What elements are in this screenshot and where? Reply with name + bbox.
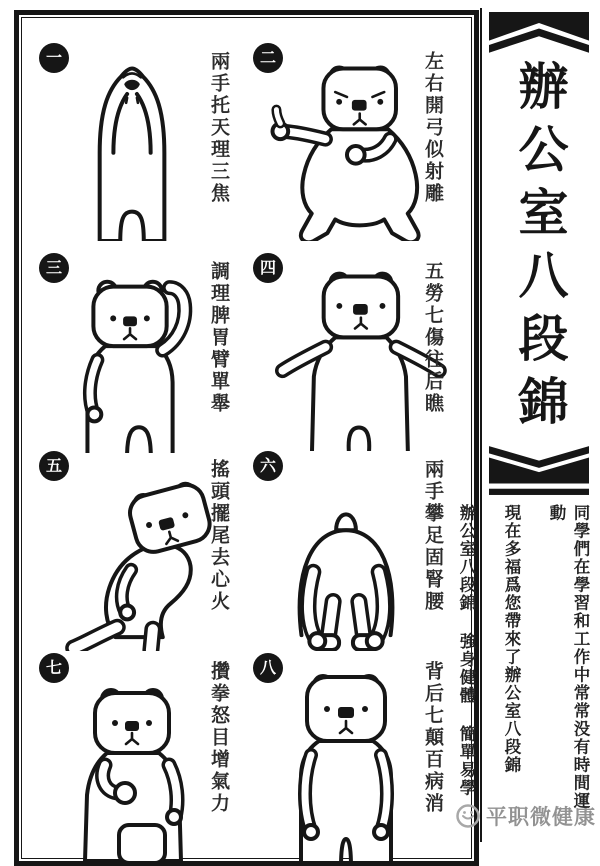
number-badge-2: 二 — [253, 43, 283, 73]
pose-label-4: 五勞七傷往后瞧 — [422, 261, 444, 415]
intro-column-2: 現在多福爲您帶來了辦公室八段錦 — [502, 504, 521, 774]
ribbon-banner-top-icon — [489, 12, 589, 56]
intro-text-block — [433, 504, 592, 826]
bear-pose-8-illustration — [261, 655, 433, 861]
pose-label-3: 調理脾胃臂單舉 — [208, 261, 230, 415]
number-badge-6: 六 — [253, 451, 283, 481]
number-badge-4: 四 — [253, 253, 283, 283]
ribbon-banner-bottom-icon — [489, 444, 589, 496]
bear-pose-1-illustration — [47, 45, 219, 241]
exercise-panel-2 — [241, 37, 455, 239]
exercise-panel-7 — [27, 647, 241, 861]
title-sidebar — [457, 8, 598, 842]
exercise-panel-6 — [241, 445, 455, 647]
bear-pose-6-illustration — [261, 453, 433, 651]
bear-pose-3-illustration — [47, 255, 219, 453]
exercise-panel-8 — [241, 647, 455, 861]
watermark-label: 平职微健康 — [486, 806, 596, 829]
pose-label-2: 左右開弓似射雕 — [422, 51, 444, 205]
number-badge-3: 三 — [39, 253, 69, 283]
intro-column-1: 同學們在學習和工作中常常没有時間運動 — [547, 504, 590, 810]
pose-label-8: 背后七顛百病消 — [422, 661, 444, 815]
pose-label-1: 兩手托天理三焦 — [208, 51, 230, 205]
exercise-panel-5 — [27, 445, 241, 647]
pose-label-5: 搖頭擺尾去心火 — [208, 459, 230, 613]
bear-pose-7-illustration — [47, 655, 219, 861]
pose-label-7: 攢拳怒目增氣力 — [208, 661, 230, 815]
bear-pose-2-illustration — [251, 45, 441, 241]
number-badge-7: 七 — [39, 653, 69, 683]
number-badge-8: 八 — [253, 653, 283, 683]
intro-column-3: 辦公室八段錦 強身健體 簡單易學 — [457, 504, 476, 797]
number-badge-5: 五 — [39, 451, 69, 481]
pose-label-6: 兩手攀足固腎腰 — [422, 459, 444, 613]
main-frame — [14, 10, 479, 866]
number-badge-1: 一 — [39, 43, 69, 73]
exercise-panel-3 — [27, 247, 241, 449]
exercise-panel-4 — [241, 247, 455, 449]
sidebar-title: 辦公室八段錦 — [510, 60, 570, 438]
exercise-panel-1 — [27, 37, 241, 239]
